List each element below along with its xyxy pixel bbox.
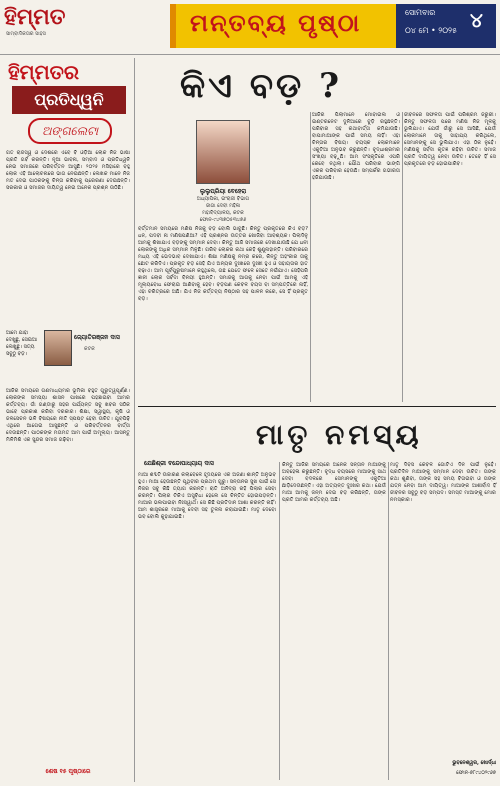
contributor-place: କଟକ xyxy=(84,346,95,352)
contributor-name: ଜ୍ୟୋତିରଞ୍ଜନ ଦାସ xyxy=(74,334,120,341)
article2-column-3: ମାତୃ ଦିବସ କେବଳ ଗୋଟିଏ ଦିନ ପାଇଁ ନୁହେଁ। ପ୍ରତିଦିନ ମାଆଙ୍କୁ ସମ୍ମାନ ଦେବା ଉଚିତ। ତାଙ୍କ କଥା ଶୁଣିବା, ତାଙ୍କ ସହ ସମୟ ବିତାଇବା ଓ ତାଙ୍କ ଯତ୍ନ ନେବା ଆମ ଦାୟିତ୍ୱ। ମାଆଙ୍କ ଆଶୀର୍ବାଦ ହିଁ ଜୀବନର ସବୁଠୁ ବଡ଼ ସମ୍ପଦ। ସମସ୍ତ ମାଆଙ୍କୁ ମୋର ନମସ୍କାର। xyxy=(390,462,496,503)
column-body-continued: ଆଜିର ସମୟରେ ଗଣମାଧ୍ୟମର ଭୂମିକା ବହୁତ ଗୁରୁତ୍ୱପୂର୍ଣ୍ଣ। ଲୋକଙ୍କ ସମସ୍ୟା ଶାସନ ପାଖରେ ପହଞ୍ଚାଇବା ଆମର କର୍ତ୍ତବ୍ୟ। ଗାଁ ଗଣ୍ଡାରୁ ସହର ପର୍ଯ୍ୟନ୍ତ ସବୁ ଖବର ସଠିକ ଭାବେ ପ୍ରକାଶ କରିବା ଦରକାର। ଶିକ୍ଷା, ସ୍ୱାସ୍ଥ୍ୟ, କୃଷି ଓ ଜଳସେଚନ ଭଳି ବିଷୟରେ ନୀତି ସ୍ପଷ୍ଟ ହେବା ଉଚିତ। ଯୁବପିଢ଼ି ଏଥିରେ ଆଗେଇ ଆସୁଛନ୍ତି ଓ ପରିବର୍ତ୍ତନର ବାର୍ତ୍ତା ଦେଉଛନ୍ତି। ପାଠକଙ୍କ ମତାମତ ଆମ ପାଇଁ ଅମୂଲ୍ୟ। ଆସନ୍ତୁ ମିଳିମିଶି ଏକ ସୁନ୍ଦର ସମାଜ ଗଢ଼ିବା। xyxy=(6,388,130,443)
column-brand: ହିମ୍ମତର xyxy=(8,60,79,84)
article2-phone: ଫୋନ-୭୮୯୪୦୨୯୬୭ xyxy=(456,770,496,776)
article2-column-1: ମାଆ ଶବ୍ଦଟି ଉଚ୍ଚାରଣ କଲାବେଳେ ହୃଦୟରେ ଏକ ଅଜଣା ଶାନ୍ତି ଅନୁଭବ ହୁଏ। ମାଆ ହେଉଛନ୍ତି ପୃଥିବୀର ପ୍ରଥମ ଗୁରୁ। ସନ୍ତାନର ସୁଖ ପାଇଁ ସେ ନିଜର ସବୁ କିଛି ତ୍ୟାଗ କରନ୍ତି। ରାତି ଅନିଦ୍ରା ରହି ପିଲାର ସେବା କରନ୍ତି। ପିଲାର ଟିକିଏ ଅସୁବିଧା ହେଲେ ସେ ଚିନ୍ତିତ ହୋଇପଡ଼ନ୍ତି। ମାଆର ଭଲପାଇବା ନିଃସ୍ୱାର୍ଥ। ସେ କିଛି ପ୍ରତିଦାନ ଆଶା କରନ୍ତି ନାହିଁ। ଆମ ଶାସ୍ତ୍ରରେ ମାଆକୁ ଦେବୀ ସହ ତୁଳନା କରାଯାଇଛି। ମାତୃ ଦେବୋ ଭବ ବୋଲି କୁହାଯାଇଛି। xyxy=(138,472,276,520)
contributor-photo xyxy=(44,330,72,366)
article-separator xyxy=(138,406,496,407)
issue-day: ସୋମବାର xyxy=(405,8,436,17)
article2-divider-2 xyxy=(388,462,389,780)
article2-column-2: କିନ୍ତୁ ଆଜିର ସମୟରେ ଅନେକ ସନ୍ତାନ ମାଆଙ୍କୁ ଅବହେଳା କରୁଛନ୍ତି। ବୃଦ୍ଧ ବୟସରେ ମାଆଙ୍କୁ ସାଥ ଦେବା ବଦଳରେ ସେମାନଙ୍କୁ ଏକୁଟିଆ ଛାଡ଼ିଦେଉଛନ୍ତି। ଏହା ଅତ୍ୟନ୍ତ ଦୁଃଖର କଥା। ଯେଉଁ ମାଆ ଆମକୁ ଜନ୍ମ ଦେଇ ବଡ଼ କରିଛନ୍ତି, ତାଙ୍କ ପ୍ରତି ଆମର କର୍ତ୍ତବ୍ୟ ଅଛି। xyxy=(282,462,386,503)
article-divider-2 xyxy=(402,112,403,402)
article2-title: ମାତୃ ନମସ୍ୟ xyxy=(256,418,423,451)
page-number: ୪ xyxy=(470,8,483,32)
article2-author: ଯେଛିଶ୍ରୀ ବନ୍ଦୋପାଧ୍ୟାୟ ଦାସ xyxy=(144,460,214,467)
article-column-2: ଆଜିର ପିଲାମାନେ ମୋବାଇଲ ଓ ଇଣ୍ଟରନେଟ ଦୁନିଆରେ ବୁଡ଼ି ରହୁଛନ୍ତି। ପରିବାର ସହ କଥାବାର୍ତ୍ତା କମିଯାଉଛି। ବାପାମାଆଙ୍କ ପାଇଁ ସମୟ ନାହିଁ। ଏହା ଚିନ୍ତାର ବିଷୟ। ବୟସ୍କ ଲୋକମାନେ ଏକୁଟିଆ ଅନୁଭବ କରୁଛନ୍ତି। ବୃଦ୍ଧାଶ୍ରମର ସଂଖ୍ୟା ବଢ଼ୁଛି। ଆମ ସଂସ୍କୃତିରେ ଏପରି କେବେ ନଥିଲା। ଯୌଥ ପରିବାର ଭାଙ୍ଗି ଏକକ ପରିବାର ହେଉଛି। ସମ୍ପର୍କର ଗଭୀରତା ହଜିଯାଉଛି। xyxy=(312,112,400,181)
newspaper-logo: ହିମ୍ମତ xyxy=(4,4,66,30)
contributor-quote: ଆମେ ଯାହା ଦେଖୁଛୁ, ସେଇଆ ଲେଖୁଛୁ। ସତ୍ୟ ସବୁଠୁ ବଡ଼। xyxy=(6,330,37,357)
article2-divider-1 xyxy=(279,462,280,780)
author-photo xyxy=(196,120,250,184)
article-title: କିଏ ବଡ଼ ? xyxy=(180,66,343,106)
author-role: ଅଧ୍ୟାପିକା, ଇଂରାଜୀ ବିଭାଗ xyxy=(196,196,250,202)
column-title: ପ୍ରତିଧ୍ୱନି xyxy=(12,86,126,114)
author-phone: ଫୋନ-୯୪୩୭୦୫୩୪୭୬ xyxy=(199,217,247,223)
column-subtitle: ଅଙ୍ଗଲେଟା xyxy=(28,118,112,144)
author-place: ମହାବିଦ୍ୟାଳୟ, କଟକ xyxy=(202,210,244,216)
column-body: ଗତ ରାଜସ୍ୱ ଓ ଦେଶରେ ଏବେ ବି ଓଡ଼ିଆ ଲୋକ ନିଜ ଭାଷା ପ୍ରତି ଗର୍ବ କରନ୍ତି। ନୂଆ ଭାବନା, ସମ୍ବାଦ ଓ ପ୍ରତିଧ୍ୱନି ନେଇ ସମାଜରେ ପରିବର୍ତ୍ତନ ଆସୁଛି। ୨୦୨୫ ମସିହାରେ ବହୁ ଲୋକ ଏହି ଆଲୋଚନାରେ ଭାଗ ନେଇଛନ୍ତି। ଲେଖକ ମାନେ ନିଜ ମତ ଦେଇ ପାଠକଙ୍କୁ ଚିନ୍ତା କରିବାକୁ ପ୍ରେରଣା ଦେଇଛନ୍ତି। ସରକାର ଓ ସମାଜର ଦାୟିତ୍ୱ ନେଇ ଅନେକ ପ୍ରଶ୍ନ ଉଠିଛି। xyxy=(6,150,130,191)
article-divider-1 xyxy=(310,112,311,402)
issue-date: ୦୪ ମେ • ୨୦୨୫ xyxy=(405,26,458,35)
section-banner-title: ମନ୍ତବ୍ୟ ପୃଷ୍ଠା xyxy=(190,8,362,37)
left-column-divider xyxy=(134,58,135,782)
article-column-1: ବର୍ତ୍ତମାନ ସମୟରେ ମଣିଷ ନିଜକୁ ବଡ଼ ବୋଲି ଭାବୁଛି। କିନ୍ତୁ ପ୍ରକୃତରେ କିଏ ବଡ଼? ଧନ, ପଦବୀ ନା ମଣିଷପଣିଆ? ଏହି ପ୍ରଶ୍ନର ଉତ୍ତର ଖୋଜିବା ଆବଶ୍ୟକ। ପିଲାଦିନୁ ଆମକୁ ଶିଖାଯାଏ ବଡ଼ଙ୍କୁ ସମ୍ମାନ ଦେବା। କିନ୍ତୁ ଆଜି ସମାଜରେ ଦେଖାଯାଉଛି ଯେ ଧନୀ ଲୋକଙ୍କୁ ଅଧିକ ସମ୍ମାନ ମିଳୁଛି। ଗରିବ ଲୋକର କଥା କେହି ଶୁଣୁନାହାନ୍ତି। ପରିବାରରେ ମଧ୍ୟ ଏହି ଭେଦଭାବ ଦେଖାଯାଏ। ଶିକ୍ଷା ମଣିଷକୁ ନମ୍ର କରେ, କିନ୍ତୁ ଅହଂକାର ତାକୁ ଛୋଟ କରିଦିଏ। ପ୍ରକୃତ ବଡ଼ ସେହି ଯିଏ ଅନ୍ୟର ଦୁଃଖରେ ଦୁଃଖୀ ହୁଏ ଓ ସହାୟତାର ହାତ ବଢ଼ାଏ। ଆମ ପୂର୍ବପୁରୁଷମାନେ କହୁଥିଲେ, ଗଛ ଯେତେ ଫଳେ ସେତେ ନଇଁଯାଏ। ସେହିପରି ଜ୍ଞାନୀ ଲୋକ ସର୍ବଦା ବିନୟୀ ହୁଅନ୍ତି। ସମାଜକୁ ଆଗକୁ ନେବା ପାଇଁ ଆମକୁ ଏହି ମୂଲ୍ୟବୋଧ ଫେରାଇ ଆଣିବାକୁ ହେବ। ବଡ଼ପଣ କେବଳ ବୟସ ବା ସମ୍ପତ୍ତିରେ ନାହିଁ, ଏହା ଚରିତ୍ରରେ ଅଛି। ଯିଏ ନିଜ କର୍ତ୍ତବ୍ୟ ନିଷ୍ଠାର ସହ ପାଳନ କରେ, ସେ ହିଁ ପ୍ରକୃତ ବଡ଼। xyxy=(138,226,308,302)
article2-signoff: ଭୁବନେଶ୍ୱର, ଖୋର୍ଦ୍ଧା xyxy=(452,760,496,766)
continued-note: ଶେଷ ୧୫ ପୃଷ୍ଠାରେ xyxy=(45,768,91,775)
article-column-3: ଜୀବନରେ ସଫଳତା ପାଇଁ ପରିଶ୍ରମ ଜରୁରୀ। କିନ୍ତୁ ସଫଳତା ପରେ ମଣିଷ ନିଜ ମୂଳକୁ ଭୁଲିଯାଏ। ଯେଉଁ ଗାଁରୁ ସେ ଆସିଛି, ଯେଉଁ ଲୋକମାନେ ତାକୁ ସାହାଯ୍ୟ କରିଥିଲେ, ସେମାନଙ୍କୁ ସେ ଭୁଲିଯାଏ। ଏହା ଠିକ ନୁହେଁ। ମଣିଷକୁ ସର୍ବଦା କୃତଜ୍ଞ ରହିବା ଉଚିତ। ସମାଜ ପ୍ରତି ଦାୟିତ୍ୱ ନେବା ଉଚିତ। ତେବେ ହିଁ ସେ ପ୍ରକୃତରେ ବଡ଼ ହୋଇପାରିବ। xyxy=(404,112,496,167)
author-org: ଜାଗା ଦେବୀ ମହିଳା xyxy=(205,203,241,209)
logo-tagline: ସାମ୍ବାଦିକତାର ସାହସ xyxy=(6,31,46,37)
author-name: ଲୁଲୁପ୍ରିୟା ବେହେରା xyxy=(199,188,247,195)
header-divider xyxy=(0,54,500,55)
